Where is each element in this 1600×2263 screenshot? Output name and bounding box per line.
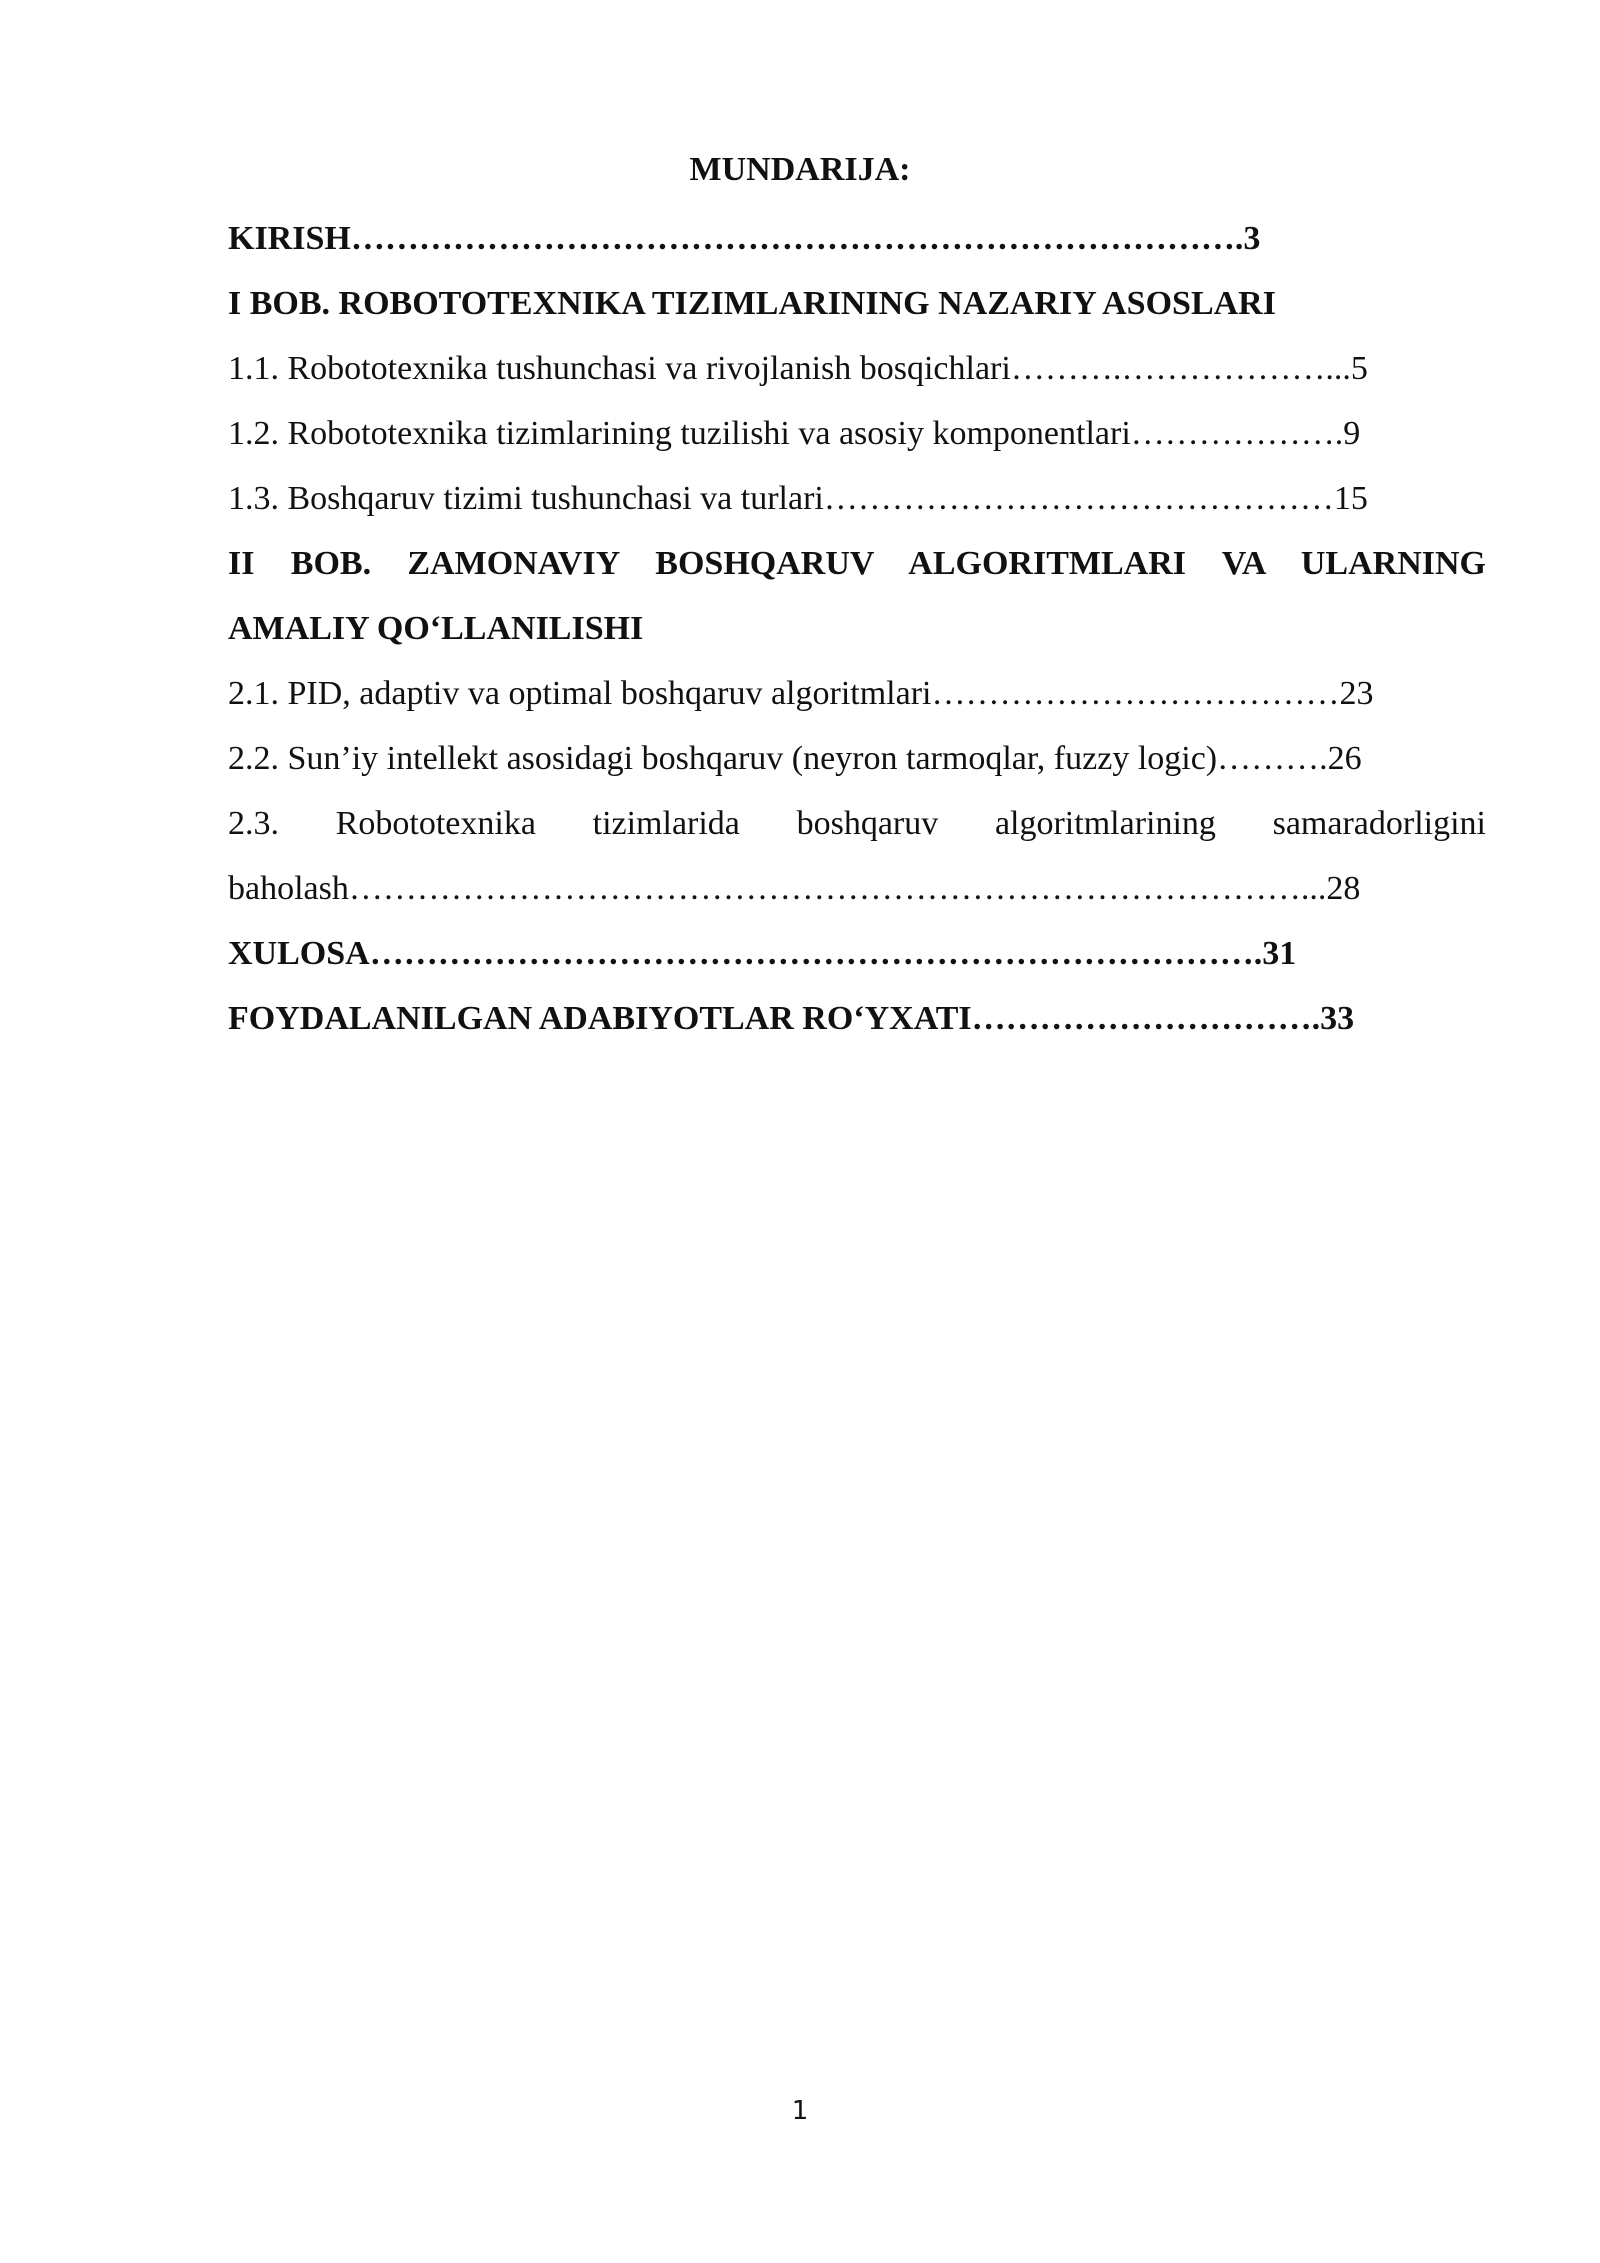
table-of-contents [228, 206, 1486, 1051]
toc-entry-2-1: 2.1. PID, adaptiv va optimal boshqaruv algoritmlari………………………………23 [228, 675, 1374, 712]
toc-entry-1-2: 1.2. Robototexnika tizimlarining tuzilishi va asosiy komponentlari……………….9 [228, 415, 1361, 452]
toc-entry-references: FOYDALANILGAN ADABIYOTLAR RO‘YXATI………………………….33 [228, 1000, 1355, 1037]
toc-entry-chapter-2-line-1: II BOB. ZAMONAVIY BOSHQARUV ALGORITMLARI VA ULARNING [228, 545, 1486, 582]
toc-entry-2-2: 2.2. Sun’iy intellekt asosidagi boshqaruv (neyron tarmoqlar, fuzzy logic)……….26 [228, 740, 1362, 777]
toc-title: MUNDARIJA: [689, 151, 911, 188]
toc-entry-chapter-2-line-2: AMALIY QO‘LLANILISHI [228, 610, 644, 647]
toc-entry-kirish: KIRISH…………………………………………………………………….3 [228, 220, 1261, 257]
toc-entry-2-3-line-2: baholash…………………………………………………………………………...28 [228, 870, 1361, 907]
toc-entry-1-1: 1.1. Robototexnika tushunchasi va rivojlanish bosqichlari……….………………...5 [228, 350, 1368, 387]
page-number: 1 [791, 2096, 809, 2126]
toc-entry-2-3-line-1: 2.3. Robototexnika tizimlarida boshqaruv algoritmlarining samaradorligini [228, 805, 1486, 842]
toc-entry-1-3: 1.3. Boshqaruv tizimi tushunchasi va turlari………………………………………15 [228, 480, 1368, 517]
toc-entry-chapter-1: I BOB. ROBOTOTEXNIKA TIZIMLARINING NAZARIY ASOSLARI [228, 285, 1276, 322]
toc-entry-xulosa: XULOSA…………………………………………………………………….31 [228, 935, 1297, 972]
